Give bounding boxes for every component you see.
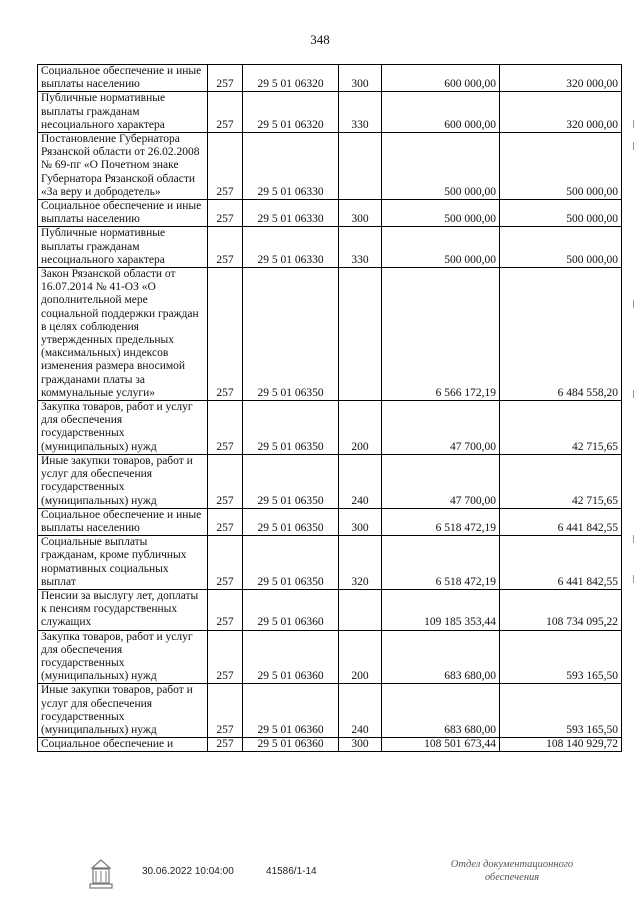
row-code: 257 — [208, 200, 243, 227]
department-stamp — [432, 858, 592, 884]
row-amount-plan: 47 700,00 — [382, 454, 500, 508]
row-expense-type — [339, 133, 382, 200]
table-row — [38, 630, 622, 684]
row-expense-type: 320 — [339, 536, 382, 590]
table-row — [38, 454, 622, 508]
row-code: 257 — [208, 401, 243, 455]
row-expense-type: 300 — [339, 65, 382, 92]
row-code: 257 — [208, 133, 243, 200]
row-name: Постановление Губернатора Рязанской области от 26.02.2008 № 69-пг «О Почетном знаке Губернатора Рязанской области «За веру и добродетель» — [38, 133, 208, 200]
table-row — [38, 508, 622, 535]
row-expense-type: 300 — [339, 200, 382, 227]
row-amount-actual: 593 165,50 — [500, 630, 622, 684]
row-expense-type — [339, 589, 382, 630]
row-amount-actual: 6 484 558,20 — [500, 268, 622, 401]
row-name: Закупка товаров, работ и услуг для обеспечения государственных (муниципальных) нужд — [38, 401, 208, 455]
row-code: 257 — [208, 508, 243, 535]
row-amount-actual: 108 140 929,72 — [500, 738, 622, 752]
row-target-article: 29 5 01 06320 — [243, 92, 339, 133]
row-amount-actual: 6 441 842,55 — [500, 508, 622, 535]
row-name: Иные закупки товаров, работ и услуг для обеспечения государственных (муниципальных) нужд — [38, 454, 208, 508]
table-row — [38, 227, 622, 268]
row-code: 257 — [208, 268, 243, 401]
row-name: Закон Рязанской области от 16.07.2014 № 41-ОЗ «О дополнительной мере социальной поддержки граждан в целях соблюдения утвержденных предельных (максимальных) индексов изменения размера вносимой гражданами платы за коммунальные услуги» — [38, 268, 208, 401]
table-row — [38, 268, 622, 401]
scan-edge-mark — [633, 300, 634, 308]
row-target-article: 29 5 01 06330 — [243, 133, 339, 200]
emblem-icon — [86, 858, 116, 890]
row-name: Публичные нормативные выплаты гражданам несоциального характера — [38, 227, 208, 268]
row-code: 257 — [208, 227, 243, 268]
row-expense-type: 330 — [339, 92, 382, 133]
table-row — [38, 684, 622, 738]
row-name: Социальные выплаты гражданам, кроме публичных нормативных социальных выплат — [38, 536, 208, 590]
row-target-article: 29 5 01 06350 — [243, 268, 339, 401]
row-amount-plan: 600 000,00 — [382, 92, 500, 133]
page-number: 348 — [310, 32, 330, 47]
stamp-line-2: обеспечения — [484, 872, 540, 883]
row-name: Пенсии за выслугу лет, доплаты к пенсиям государственных служащих — [38, 589, 208, 630]
scan-edge-mark — [633, 142, 634, 150]
row-code: 257 — [208, 589, 243, 630]
row-target-article: 29 5 01 06350 — [243, 508, 339, 535]
row-name: Иные закупки товаров, работ и услуг для обеспечения государственных (муниципальных) нужд — [38, 684, 208, 738]
row-target-article: 29 5 01 06360 — [243, 684, 339, 738]
table-row — [38, 589, 622, 630]
scan-edge-mark — [633, 390, 634, 398]
page-footer — [0, 856, 640, 896]
table-row — [38, 200, 622, 227]
footer-timestamp: 30.06.2022 10:04:00 — [142, 866, 234, 877]
row-expense-type: 300 — [339, 508, 382, 535]
row-amount-plan: 108 501 673,44 — [382, 738, 500, 752]
row-amount-actual: 320 000,00 — [500, 92, 622, 133]
row-amount-actual: 593 165,50 — [500, 684, 622, 738]
row-amount-plan: 683 680,00 — [382, 684, 500, 738]
row-amount-plan: 683 680,00 — [382, 630, 500, 684]
row-amount-actual: 6 441 842,55 — [500, 536, 622, 590]
row-expense-type: 330 — [339, 227, 382, 268]
row-expense-type: 240 — [339, 454, 382, 508]
budget-table-body — [38, 65, 622, 752]
row-name: Социальное обеспечение и — [38, 738, 208, 752]
row-amount-plan: 500 000,00 — [382, 227, 500, 268]
row-amount-actual: 500 000,00 — [500, 133, 622, 200]
row-amount-actual: 42 715,65 — [500, 454, 622, 508]
row-expense-type: 300 — [339, 738, 382, 752]
row-amount-plan: 6 518 472,19 — [382, 536, 500, 590]
row-code: 257 — [208, 92, 243, 133]
scan-edge-mark — [633, 120, 634, 128]
row-amount-plan: 500 000,00 — [382, 200, 500, 227]
row-target-article: 29 5 01 06330 — [243, 200, 339, 227]
row-name: Социальное обеспечение и иные выплаты населению — [38, 65, 208, 92]
row-expense-type: 240 — [339, 684, 382, 738]
table-row — [38, 401, 622, 455]
table-row — [38, 133, 622, 200]
table-row — [38, 536, 622, 590]
row-name: Закупка товаров, работ и услуг для обеспечения государственных (муниципальных) нужд — [38, 630, 208, 684]
row-code: 257 — [208, 454, 243, 508]
row-amount-plan: 47 700,00 — [382, 401, 500, 455]
row-amount-plan: 500 000,00 — [382, 133, 500, 200]
row-amount-actual: 108 734 095,22 — [500, 589, 622, 630]
row-amount-actual: 320 000,00 — [500, 65, 622, 92]
row-name: Публичные нормативные выплаты гражданам несоциального характера — [38, 92, 208, 133]
row-amount-plan: 6 518 472,19 — [382, 508, 500, 535]
row-code: 257 — [208, 738, 243, 752]
scan-edge-mark — [633, 575, 634, 583]
row-code: 257 — [208, 536, 243, 590]
row-target-article: 29 5 01 06350 — [243, 401, 339, 455]
table-row — [38, 738, 622, 752]
row-name: Социальное обеспечение и иные выплаты населению — [38, 508, 208, 535]
row-amount-plan: 6 566 172,19 — [382, 268, 500, 401]
row-expense-type: 200 — [339, 401, 382, 455]
row-expense-type — [339, 268, 382, 401]
row-target-article: 29 5 01 06360 — [243, 589, 339, 630]
row-target-article: 29 5 01 06320 — [243, 65, 339, 92]
row-code: 257 — [208, 684, 243, 738]
row-amount-actual: 42 715,65 — [500, 401, 622, 455]
table-row — [38, 92, 622, 133]
row-target-article: 29 5 01 06350 — [243, 536, 339, 590]
table-row — [38, 65, 622, 92]
budget-table — [37, 64, 622, 752]
row-target-article: 29 5 01 06360 — [243, 630, 339, 684]
scan-edge-mark — [633, 535, 634, 543]
footer-doc-number: 41586/1-14 — [266, 866, 317, 877]
row-amount-plan: 109 185 353,44 — [382, 589, 500, 630]
row-target-article: 29 5 01 06330 — [243, 227, 339, 268]
stamp-line-1: Отдел документационного — [450, 859, 574, 870]
row-amount-actual: 500 000,00 — [500, 227, 622, 268]
row-name: Социальное обеспечение и иные выплаты населению — [38, 200, 208, 227]
row-code: 257 — [208, 65, 243, 92]
row-target-article: 29 5 01 06360 — [243, 738, 339, 752]
row-amount-plan: 600 000,00 — [382, 65, 500, 92]
row-code: 257 — [208, 630, 243, 684]
row-expense-type: 200 — [339, 630, 382, 684]
row-target-article: 29 5 01 06350 — [243, 454, 339, 508]
row-amount-actual: 500 000,00 — [500, 200, 622, 227]
